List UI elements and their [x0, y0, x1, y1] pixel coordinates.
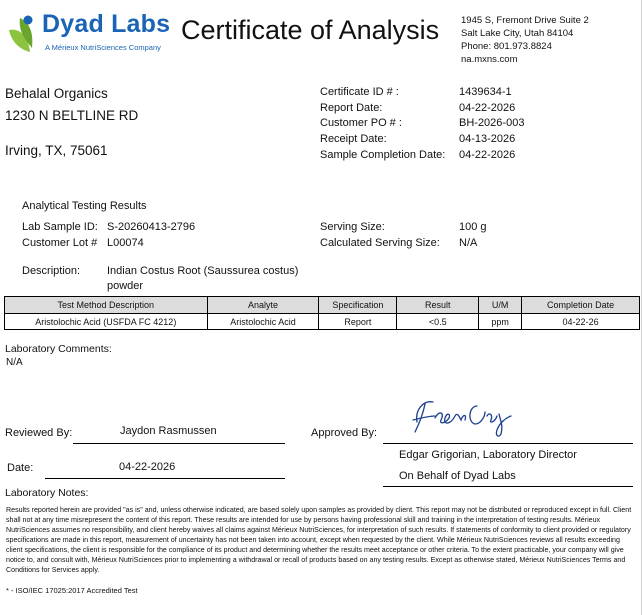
report-date-value: 04-22-2026 [459, 102, 516, 114]
cell-unit: ppm [479, 314, 522, 330]
completion-date-label: Sample Completion Date: [320, 149, 446, 161]
description-line-1: Indian Costus Root (Saussurea costus) [107, 265, 299, 277]
cell-completion-date: 04-22-26 [522, 314, 640, 330]
cell-analyte: Aristolochic Acid [207, 314, 319, 330]
address-website: na.mxns.com [461, 54, 518, 65]
approved-signature-line [383, 443, 633, 444]
cell-result: <0.5 [397, 314, 479, 330]
date-line [45, 478, 285, 479]
results-table [4, 296, 640, 330]
approver-org: On Behalf of Dyad Labs [399, 470, 516, 482]
approver-title: Edgar Grigorian, Laboratory Director [399, 449, 577, 461]
customer-po-label: Customer PO # : [320, 117, 402, 129]
lab-sample-value: S-20260413-2796 [107, 221, 196, 233]
comments-value: N/A [6, 357, 23, 368]
lab-sample-label: Lab Sample ID: [22, 221, 98, 233]
leaf-logo-icon [6, 14, 40, 54]
date-label: Date: [7, 462, 34, 474]
customer-lot-label: Customer Lot # [22, 237, 98, 249]
brand-subtitle: A Mérieux NutriSciences Company [45, 43, 161, 52]
table-row [5, 314, 640, 330]
document-title: Certificate of Analysis [181, 15, 440, 45]
address-line-2: Salt Lake City, Utah 84104 [461, 28, 574, 39]
col-specification: Specification [319, 297, 397, 314]
calc-serving-value: N/A [459, 237, 478, 249]
description-label: Description: [22, 265, 81, 277]
receipt-date-value: 04-13-2026 [459, 133, 516, 145]
serving-size-value: 100 g [459, 221, 487, 233]
client-name: Behalal Organics [5, 86, 108, 101]
calc-serving-label: Calculated Serving Size: [320, 237, 440, 249]
comments-label: Laboratory Comments: [5, 343, 112, 355]
notes-label: Laboratory Notes: [5, 487, 89, 499]
completion-date-value: 04-22-2026 [459, 149, 516, 161]
client-city: Irving, TX, 75061 [5, 143, 108, 158]
col-completion-date: Completion Date [522, 297, 640, 314]
col-unit: U/M [479, 297, 522, 314]
address-phone: Phone: 801.973.8824 [461, 41, 552, 52]
brand-name: Dyad Labs [42, 10, 171, 38]
col-result: Result [397, 297, 479, 314]
signature-icon [405, 392, 525, 440]
approver-org-line [383, 486, 633, 487]
col-test-method: Test Method Description [5, 297, 208, 314]
customer-lot-value: L00074 [107, 237, 144, 249]
table-header-row [5, 297, 640, 314]
reviewed-signature-line [73, 443, 285, 444]
certificate-id-label: Certificate ID # : [320, 86, 399, 98]
accreditation-note: * - ISO/IEC 17025:2017 Accredited Test [6, 586, 138, 595]
address-line-1: 1945 S, Fremont Drive Suite 2 [461, 15, 589, 26]
reviewed-by-label: Reviewed By: [5, 427, 73, 439]
testing-heading: Analytical Testing Results [22, 200, 147, 212]
certificate-id-value: 1439634-1 [459, 86, 512, 98]
reviewed-by-name: Jaydon Rasmussen [120, 425, 217, 437]
serving-size-label: Serving Size: [320, 221, 385, 233]
notes-disclaimer: Results reported herein are provided "as is" and, unless otherwise indicated, are based solely upon samples as provided by client. This report may not be distributed or reproduced except in full. Client shall not at any time misrepresent the content of this report. These results are intended for use by persons having professional skill and training in the interpretation of testing results. Mérieux NutriSciences assumes no responsibility, and client hereby waives all claims against Mérieux NutriSciences, for interpretation of such results. If statements of conformity to client provided or regulatory specifications are made in this report, measurement of uncertainty has not been taken into account, except when requested by the client. While Mérieux NutriSciences reviews all results exceeding client specifications, the client is responsible for the compliance of its product and determining whether the results meet acceptance or other criteria. To the extent practicable, your company will give notice to, and consult with, Mérieux NutriSciences prior to implementing a withdrawal or recall of products based on any testing results. Except as otherwise stated, Mérieux NutriSciences Terms and Conditions for Services apply. [6, 506, 632, 574]
description-line-2: powder [107, 280, 144, 292]
customer-po-value: BH-2026-003 [459, 117, 525, 129]
cell-specification: Report [319, 314, 397, 330]
receipt-date-label: Receipt Date: [320, 133, 387, 145]
date-value: 04-22-2026 [119, 461, 176, 473]
cell-test-method: Aristolochic Acid (USFDA FC 4212) [5, 314, 208, 330]
col-analyte: Analyte [207, 297, 319, 314]
client-street: 1230 N BELTLINE RD [5, 108, 139, 123]
approved-by-label: Approved By: [311, 427, 378, 439]
report-date-label: Report Date: [320, 102, 383, 114]
